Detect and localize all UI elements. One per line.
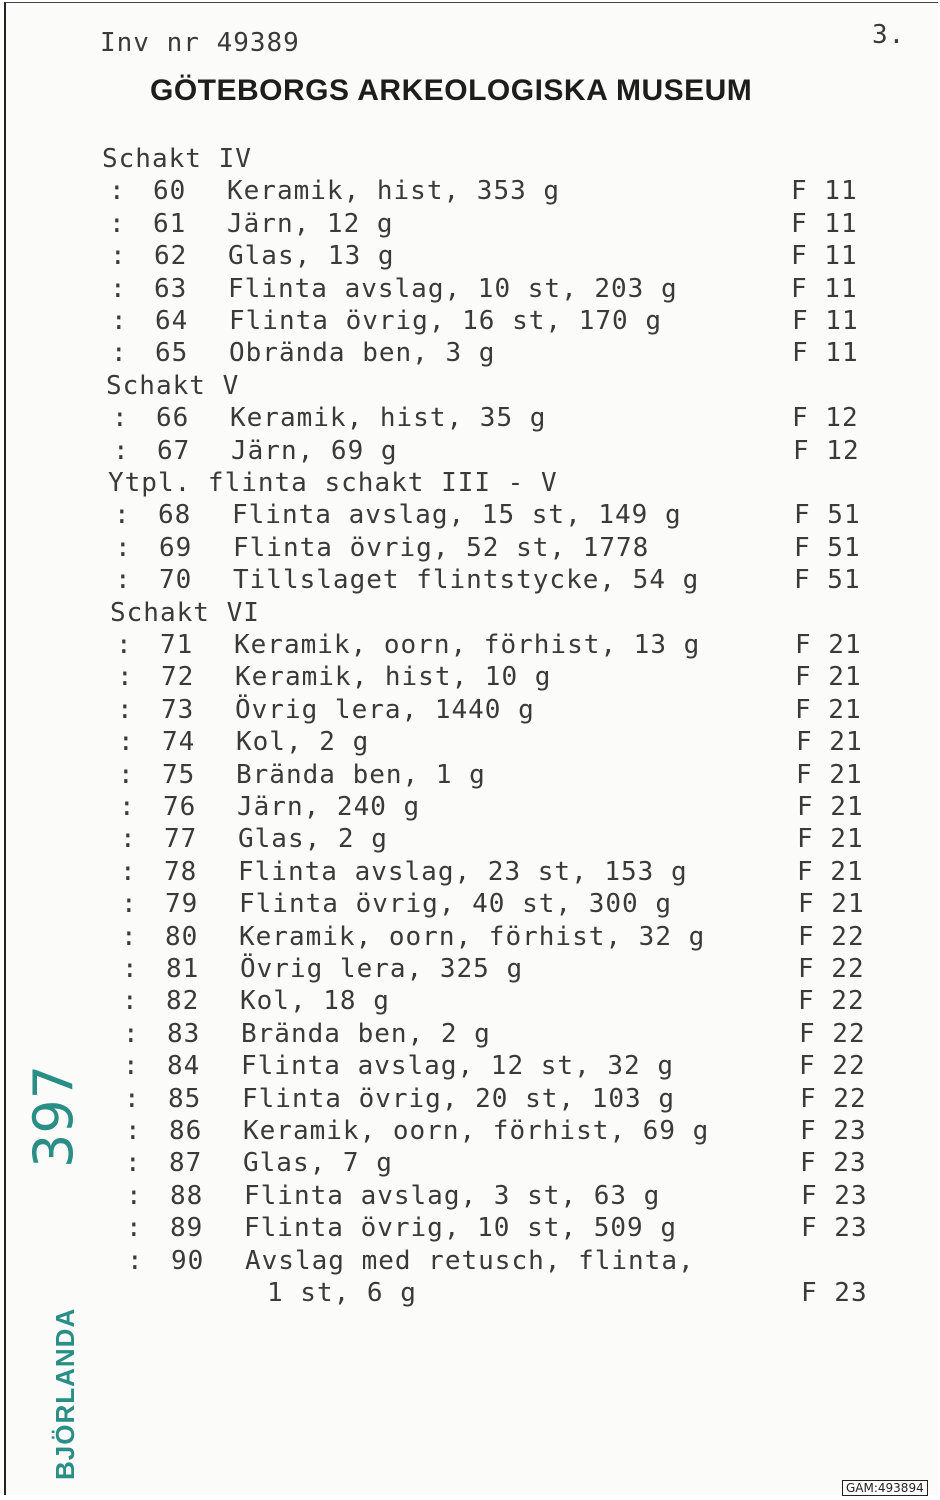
find-code: F 22 xyxy=(798,922,865,952)
item-description: Flinta övrig, 16 st, 170 g xyxy=(229,306,662,336)
section-label: Ytpl. flinta schakt III - V xyxy=(108,468,558,498)
find-code: F 21 xyxy=(795,630,862,660)
item-number: 72 xyxy=(161,662,195,692)
item-description: Kol, 18 g xyxy=(240,986,390,1016)
colon-marker: : xyxy=(121,922,138,952)
item-description: Flinta övrig, 40 st, 300 g xyxy=(239,889,672,919)
colon-marker: : xyxy=(110,241,127,271)
item-number: 61 xyxy=(153,209,187,239)
find-code: F 21 xyxy=(796,727,863,757)
colon-marker: : xyxy=(116,630,133,660)
colon-marker: : xyxy=(122,986,139,1016)
item-number: 85 xyxy=(168,1084,202,1114)
item-number: 81 xyxy=(166,954,200,984)
item-number: 89 xyxy=(170,1213,204,1243)
item-description-continued: 1 st, 6 g xyxy=(267,1278,417,1308)
find-code: F 21 xyxy=(797,857,864,887)
catalog-row xyxy=(0,1116,940,1150)
find-code: F 51 xyxy=(794,565,861,595)
item-number: 83 xyxy=(167,1019,201,1049)
catalog-row xyxy=(0,1148,940,1182)
item-number: 63 xyxy=(154,274,188,304)
inventory-number: Inv nr 49389 xyxy=(100,28,300,58)
catalog-row xyxy=(0,1181,940,1215)
item-number: 82 xyxy=(166,986,200,1016)
find-code: F 23 xyxy=(801,1181,868,1211)
find-code: F 22 xyxy=(799,1019,866,1049)
find-code: F 23 xyxy=(801,1213,868,1243)
catalog-row xyxy=(0,1213,940,1247)
find-code: F 51 xyxy=(794,500,861,530)
catalog-row xyxy=(0,403,940,437)
item-description: Flinta avslag, 23 st, 153 g xyxy=(238,857,688,887)
find-code: F 21 xyxy=(795,695,862,725)
find-code: F 21 xyxy=(797,824,864,854)
colon-marker: : xyxy=(109,209,126,239)
colon-marker: : xyxy=(122,954,139,984)
item-number: 74 xyxy=(162,727,196,757)
colon-marker: : xyxy=(117,662,134,692)
find-code: F 22 xyxy=(800,1084,867,1114)
item-number: 86 xyxy=(169,1116,203,1146)
page-number: 3. xyxy=(872,20,906,50)
colon-marker: : xyxy=(123,1019,140,1049)
find-code: F 51 xyxy=(794,533,861,563)
item-number: 69 xyxy=(159,533,193,563)
location-stamp: BJÖRLANDA xyxy=(50,1307,80,1480)
colon-marker: : xyxy=(119,792,136,822)
item-description: Keramik, oorn, förhist, 32 g xyxy=(239,922,706,952)
colon-marker: : xyxy=(126,1181,143,1211)
item-description: Keramik, oorn, förhist, 13 g xyxy=(234,630,701,660)
section-heading xyxy=(0,468,940,502)
find-code: F 12 xyxy=(793,436,860,466)
colon-marker: : xyxy=(124,1084,141,1114)
item-description: Obrända ben, 3 g xyxy=(229,338,496,368)
find-code: F 21 xyxy=(798,889,865,919)
item-number: 79 xyxy=(165,889,199,919)
item-description: Järn, 240 g xyxy=(237,792,421,822)
colon-marker: : xyxy=(121,889,138,919)
section-heading xyxy=(0,144,940,178)
item-number: 70 xyxy=(159,565,193,595)
item-number: 87 xyxy=(169,1148,203,1178)
item-number: 71 xyxy=(160,630,194,660)
catalog-row xyxy=(0,209,940,243)
colon-marker: : xyxy=(126,1213,143,1243)
find-code: F 11 xyxy=(792,338,859,368)
section-label: Schakt IV xyxy=(102,144,252,174)
item-description: Keramik, hist, 35 g xyxy=(230,403,547,433)
item-description: Brända ben, 1 g xyxy=(236,760,486,790)
catalog-row xyxy=(0,986,940,1020)
section-label: Schakt VI xyxy=(110,598,260,628)
colon-marker: : xyxy=(114,500,131,530)
catalog-row xyxy=(0,727,940,761)
find-code: F 11 xyxy=(791,241,858,271)
colon-marker: : xyxy=(115,565,132,595)
find-code: F 21 xyxy=(795,662,862,692)
find-code: F 11 xyxy=(792,306,859,336)
item-description: Glas, 7 g xyxy=(243,1148,393,1178)
item-description: Flinta övrig, 20 st, 103 g xyxy=(242,1084,675,1114)
find-code: F 23 xyxy=(801,1278,868,1308)
section-heading xyxy=(0,371,940,405)
catalog-row xyxy=(0,760,940,794)
item-description: Keramik, hist, 353 g xyxy=(227,176,561,206)
item-description: Övrig lera, 1440 g xyxy=(235,695,535,725)
catalog-row xyxy=(0,824,940,858)
item-description: Avslag med retusch, flinta, xyxy=(245,1246,695,1276)
colon-marker: : xyxy=(118,727,135,757)
colon-marker: : xyxy=(109,176,126,206)
item-description: Keramik, hist, 10 g xyxy=(235,662,552,692)
colon-marker: : xyxy=(120,857,137,887)
catalog-row xyxy=(0,792,940,826)
find-code: F 11 xyxy=(791,209,858,239)
colon-marker: : xyxy=(127,1246,144,1276)
item-number: 64 xyxy=(155,306,189,336)
item-description: Flinta övrig, 10 st, 509 g xyxy=(244,1213,677,1243)
item-description: Kol, 2 g xyxy=(236,727,370,757)
item-number: 65 xyxy=(155,338,189,368)
colon-marker: : xyxy=(120,824,137,854)
item-number: 77 xyxy=(164,824,198,854)
colon-marker: : xyxy=(118,760,135,790)
colon-marker: : xyxy=(115,533,132,563)
item-description: Glas, 2 g xyxy=(238,824,388,854)
item-description: Flinta avslag, 15 st, 149 g xyxy=(232,500,682,530)
catalog-row xyxy=(0,857,940,891)
find-code: F 23 xyxy=(800,1148,867,1178)
catalog-row xyxy=(0,1278,940,1312)
catalog-row xyxy=(0,1084,940,1118)
catalog-row xyxy=(0,436,940,470)
colon-marker: : xyxy=(117,695,134,725)
catalog-row xyxy=(0,176,940,210)
item-number: 68 xyxy=(158,500,192,530)
item-description: Keramik, oorn, förhist, 69 g xyxy=(243,1116,710,1146)
item-description: Övrig lera, 325 g xyxy=(240,954,524,984)
colon-marker: : xyxy=(112,403,129,433)
catalog-row xyxy=(0,338,940,372)
catalog-row xyxy=(0,274,940,308)
colon-marker: : xyxy=(125,1148,142,1178)
item-number: 60 xyxy=(153,176,187,206)
item-description: Tillslaget flintstycke, 54 g xyxy=(233,565,700,595)
find-code: F 22 xyxy=(798,954,865,984)
item-number: 84 xyxy=(167,1051,201,1081)
catalog-row xyxy=(0,306,940,340)
catalog-row xyxy=(0,500,940,534)
catalog-row xyxy=(0,565,940,599)
catalog-row xyxy=(0,662,940,696)
colon-marker: : xyxy=(123,1051,140,1081)
item-description: Flinta avslag, 10 st, 203 g xyxy=(228,274,678,304)
item-description: Flinta avslag, 12 st, 32 g xyxy=(241,1051,674,1081)
colon-marker: : xyxy=(113,436,130,466)
item-number: 73 xyxy=(161,695,195,725)
catalog-row xyxy=(0,1246,940,1280)
item-number: 78 xyxy=(164,857,198,887)
section-heading xyxy=(0,598,940,632)
item-description: Järn, 69 g xyxy=(231,436,398,466)
catalog-row xyxy=(0,533,940,567)
item-number: 76 xyxy=(163,792,197,822)
find-code: F 23 xyxy=(800,1116,867,1146)
item-number: 67 xyxy=(157,436,191,466)
item-number: 90 xyxy=(171,1246,205,1276)
find-code: F 22 xyxy=(798,986,865,1016)
colon-marker: : xyxy=(125,1116,142,1146)
item-description: Flinta övrig, 52 st, 1778 xyxy=(233,533,650,563)
catalog-row xyxy=(0,695,940,729)
item-number: 75 xyxy=(162,760,196,790)
section-label: Schakt V xyxy=(106,371,240,401)
item-description: Järn, 12 g xyxy=(227,209,394,239)
colon-marker: : xyxy=(111,306,128,336)
museum-title: GÖTEBORGS ARKEOLOGISKA MUSEUM xyxy=(150,74,753,107)
find-code: F 21 xyxy=(796,760,863,790)
item-number: 80 xyxy=(165,922,199,952)
catalog-row xyxy=(0,889,940,923)
find-code: F 11 xyxy=(791,176,858,206)
catalog-row xyxy=(0,954,940,988)
item-number: 62 xyxy=(154,241,188,271)
item-description: Flinta avslag, 3 st, 63 g xyxy=(244,1181,661,1211)
catalog-row xyxy=(0,241,940,275)
colon-marker: : xyxy=(110,274,127,304)
item-number: 66 xyxy=(156,403,190,433)
catalog-row xyxy=(0,1051,940,1085)
find-code: F 11 xyxy=(791,274,858,304)
find-code: F 21 xyxy=(797,792,864,822)
colon-marker: : xyxy=(111,338,128,368)
handwritten-number: 397 xyxy=(22,1064,85,1168)
item-description: Brända ben, 2 g xyxy=(241,1019,491,1049)
find-code: F 22 xyxy=(799,1051,866,1081)
catalog-row xyxy=(0,630,940,664)
item-description: Glas, 13 g xyxy=(228,241,395,271)
reference-label: GAM:493894 xyxy=(842,1480,928,1496)
catalog-row xyxy=(0,922,940,956)
item-number: 88 xyxy=(170,1181,204,1211)
catalog-row xyxy=(0,1019,940,1053)
find-code: F 12 xyxy=(792,403,859,433)
